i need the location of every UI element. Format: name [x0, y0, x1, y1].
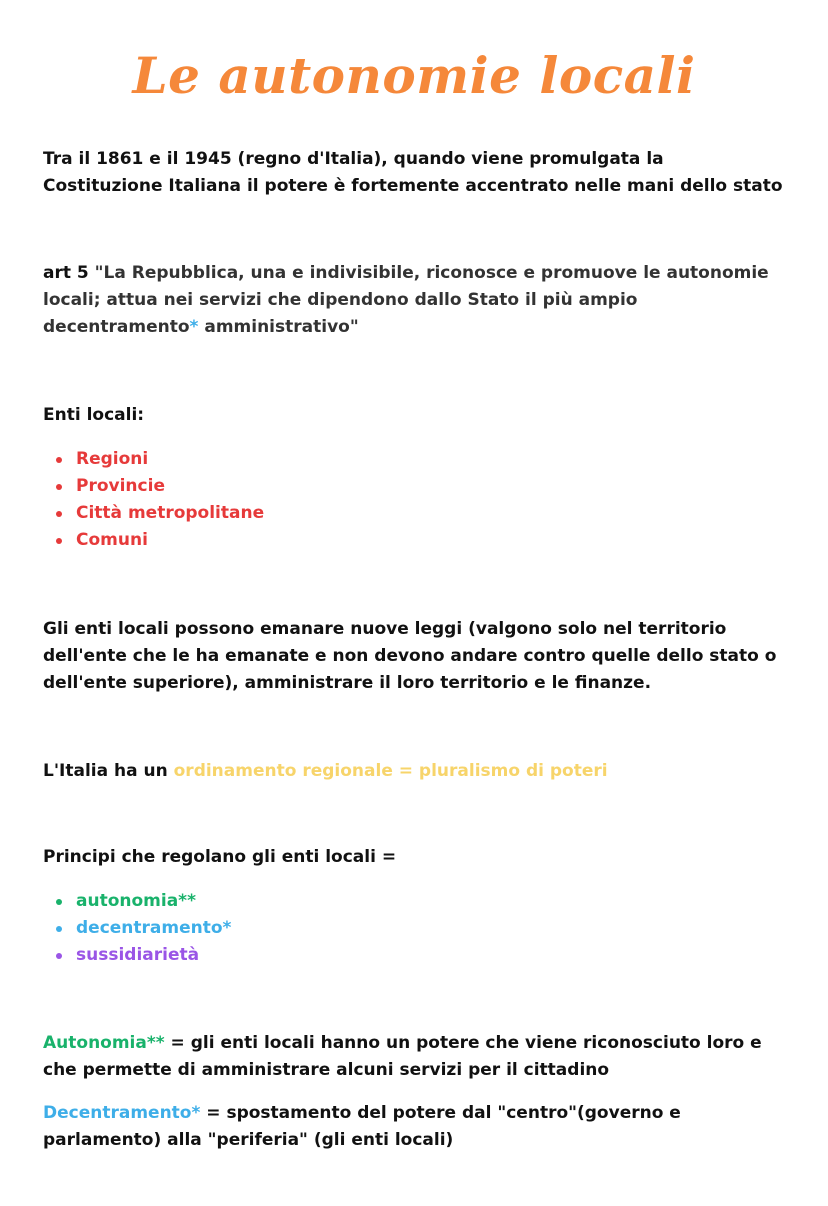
list-item — [43, 888, 231, 915]
bullet-icon — [56, 538, 62, 544]
autonomia-term: Autonomia** — [43, 1033, 165, 1053]
list-item — [43, 500, 264, 527]
bullet-icon — [56, 926, 62, 932]
italia-prefix: L'Italia ha un — [43, 761, 174, 781]
art5-asterisk: * — [189, 317, 199, 337]
list-item-label: sussidiarietà — [76, 945, 200, 965]
principi-heading: Principi che regolano gli enti locali = — [43, 847, 397, 867]
list-item — [43, 446, 264, 473]
decentramento-text: = spostamento del potere dal "centro"(governo e parlamento) alla "periferia" (gli enti locali) — [43, 1103, 681, 1150]
enti-heading: Enti locali: — [43, 405, 145, 425]
art5-paragraph — [43, 260, 788, 341]
list-item-label: Regioni — [76, 449, 149, 469]
list-item — [43, 942, 231, 969]
list-item-label: decentramento* — [76, 918, 232, 938]
decentramento-term: Decentramento* — [43, 1103, 201, 1123]
list-item-label: Provincie — [76, 476, 165, 496]
enti-list — [43, 446, 264, 554]
italia-paragraph — [43, 758, 788, 785]
list-item — [43, 915, 231, 942]
italia-highlight: ordinamento regionale = pluralismo di poteri — [173, 761, 608, 781]
list-item-label: Città metropolitane — [76, 503, 265, 523]
list-item — [43, 527, 264, 554]
art5-label: art 5 — [43, 263, 89, 283]
bullet-icon — [56, 484, 62, 490]
autonomia-definition — [43, 1030, 788, 1084]
list-item-label: Comuni — [76, 530, 148, 550]
list-item — [43, 473, 264, 500]
autonomia-text: = gli enti locali hanno un potere che viene riconosciuto loro e che permette di amministrare alcuni servizi per il cittadino — [43, 1033, 762, 1080]
page-title: Le autonomie locali — [132, 46, 696, 105]
decentramento-definition — [43, 1100, 788, 1154]
principi-list — [43, 888, 231, 969]
bullet-icon — [56, 953, 62, 959]
bullet-icon — [56, 511, 62, 517]
art5-quote-end: amministrativo" — [198, 317, 359, 337]
gli-enti-paragraph: Gli enti locali possono emanare nuove leggi (valgono solo nel territorio dell'ente che le ha emanate e non devono andare contro quelle dello stato o dell'ente superiore), amministrare il loro territorio e le finanze. — [43, 619, 777, 693]
bullet-icon — [56, 457, 62, 463]
art5-quote: "La Repubblica, una e indivisibile, riconosce e promuove le autonomie locali; attua nei servizi che dipendono dallo Stato il più ampio decentramento — [43, 263, 769, 337]
list-item-label: autonomia** — [76, 891, 196, 911]
bullet-icon — [56, 899, 62, 905]
intro-paragraph: Tra il 1861 e il 1945 (regno d'Italia), quando viene promulgata la Costituzione Italiana il potere è fortemente accentrato nelle mani dello stato — [43, 149, 783, 196]
